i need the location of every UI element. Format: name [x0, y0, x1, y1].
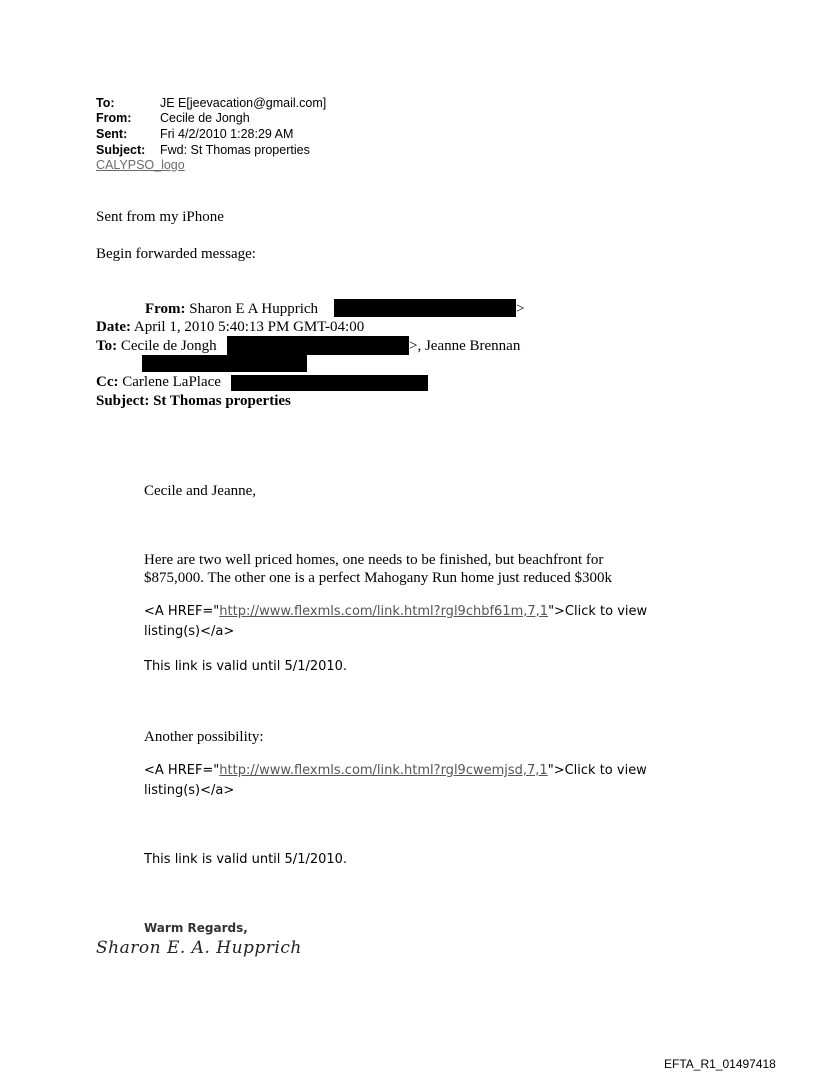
paragraph-line: Here are two well priced homes, one needs to be finished, but beachfront for — [144, 552, 604, 568]
link-line — [144, 761, 647, 781]
fwd-from-value: Sharon E A Hupprich — [189, 301, 319, 317]
fwd-cc-line — [96, 373, 221, 391]
fwd-cc-label: Cc: — [96, 374, 119, 390]
paragraph-line: $875,000. The other one is a perfect Mahogany Run home just reduced $300k — [144, 570, 612, 586]
fwd-date-line — [96, 318, 364, 336]
sent-value: Fri 4/2/2010 1:28:29 AM — [160, 127, 294, 141]
document-id: EFTA_R1_01497418 — [664, 1057, 776, 1071]
sent-label: Sent: — [96, 127, 128, 141]
to-value: JE E[jeevacation@gmail.com] — [160, 96, 327, 110]
redaction-block — [334, 299, 516, 317]
fwd-subject-label: Subject: — [96, 393, 150, 409]
subject-label: Subject: — [96, 143, 146, 157]
listing-url-link[interactable]: http://www.flexmls.com/link.html?rgl9chbf61m,7,1 — [219, 604, 549, 619]
fwd-date-value: April 1, 2010 5:40:13 PM GMT-04:00 — [133, 319, 365, 335]
link-prefix: <A HREF=" — [144, 763, 220, 778]
signature-name: Sharon E. A. Hupprich — [96, 938, 302, 958]
fwd-subject-line — [96, 392, 291, 410]
fwd-subject-value: St Thomas properties — [153, 393, 291, 409]
link-suffix: ">Click to view — [548, 604, 648, 619]
calypso-logo-link[interactable]: CALYPSO_logo — [96, 158, 185, 172]
fwd-cc-value: Carlene LaPlace — [122, 374, 221, 390]
redaction-block — [231, 375, 428, 391]
from-value: Cecile de Jongh — [160, 111, 250, 125]
redaction-block — [227, 336, 409, 355]
redaction-block — [142, 355, 307, 372]
link-line — [144, 602, 647, 622]
another-possibility: Another possibility: — [144, 729, 264, 745]
begin-forwarded-message: Begin forwarded message: — [96, 246, 256, 262]
fwd-from-label: From: — [145, 301, 186, 317]
fwd-from-line — [145, 300, 318, 318]
listing-url-link[interactable]: http://www.flexmls.com/link.html?rgl9cwemjsd,7,1 — [219, 763, 548, 778]
fwd-to-tail: >, Jeanne Brennan — [409, 338, 521, 354]
fwd-to-value: Cecile de Jongh — [120, 338, 217, 354]
link-prefix: <A HREF=" — [144, 604, 220, 619]
to-label: To: — [96, 96, 115, 110]
link-validity-note: This link is valid until 5/1/2010. — [144, 852, 348, 867]
link-line-2: listing(s)</a> — [144, 783, 235, 798]
fwd-to-line — [96, 337, 217, 355]
fwd-from-tail: > — [516, 301, 525, 317]
subject-value: Fwd: St Thomas properties — [160, 143, 310, 157]
greeting: Cecile and Jeanne, — [144, 483, 257, 499]
fwd-date-label: Date: — [96, 319, 131, 335]
link-suffix: ">Click to view — [547, 763, 647, 778]
sent-from-iphone: Sent from my iPhone — [96, 209, 224, 225]
link-validity-note: This link is valid until 5/1/2010. — [144, 659, 348, 674]
fwd-to-label: To: — [96, 338, 118, 354]
warm-regards: Warm Regards, — [144, 921, 248, 935]
link-line-2: listing(s)</a> — [144, 624, 235, 639]
from-label: From: — [96, 111, 132, 125]
